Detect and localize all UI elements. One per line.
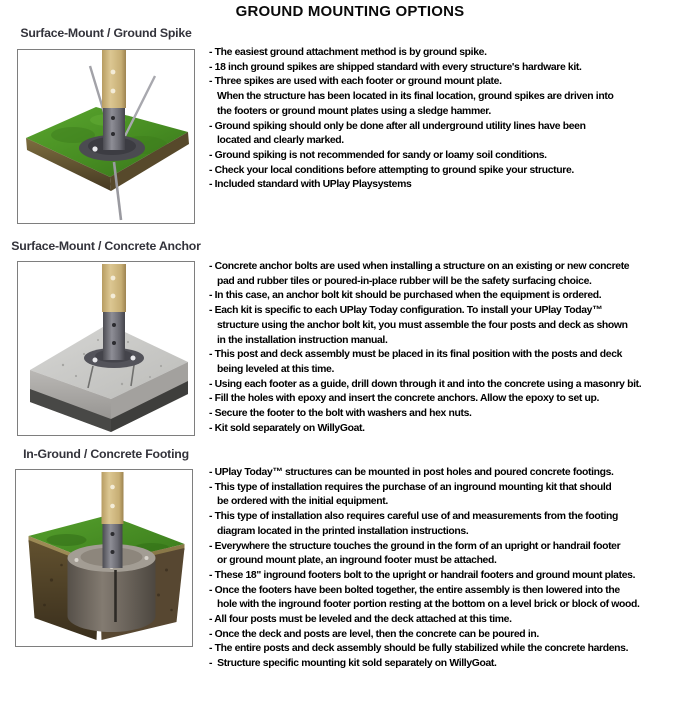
concrete-anchor-notes <box>209 260 641 436</box>
text-line: - All four posts must be leveled and the deck attached at this time. <box>209 614 512 626</box>
text-line: - These 18" inground footers bolt to the upright or handrail footers and ground mount plates. <box>209 569 636 581</box>
text-line: located and clearly marked. <box>217 135 344 147</box>
page-title: GROUND MOUNTING OPTIONS <box>235 3 465 20</box>
text-line: being leveled at this time. <box>217 363 335 375</box>
text-line: - Included standard with UPlay Playsystems <box>209 179 412 191</box>
text-line: - The easiest ground attachment method is by ground spike. <box>209 47 487 58</box>
text-line: - Each kit is specific to each UPlay Today configuration. To install your UPlay Today™ <box>209 305 603 317</box>
text-line: - Ground spiking is not recommended for sandy or loamy soil conditions. <box>209 149 547 161</box>
text-line: - Three spikes are used with each footer or ground mount plate. <box>209 76 502 88</box>
text-line: - Fill the holes with epoxy and insert the concrete anchors. Allow the epoxy to set up. <box>209 393 600 405</box>
text-line: - Once the footers have been bolted together, the entire assembly is then lowered into the <box>209 584 620 596</box>
text-line: - This post and deck assembly must be placed in its final position with the posts and deck <box>209 349 623 361</box>
concrete-footing-image-frame <box>15 469 193 647</box>
concrete-anchor-image-frame <box>17 261 195 436</box>
concrete-anchor-illustration <box>18 262 194 435</box>
text-line: be ordered with the initial equipment. <box>217 496 388 508</box>
text-line: in the installation instruction manual. <box>217 334 388 346</box>
text-line: - Ground spiking should only be done after all underground utility lines have been <box>209 120 586 132</box>
text-line: - In this case, an anchor bolt kit should be purchased when the equipment is ordered. <box>209 290 602 302</box>
text-line: - The entire posts and deck assembly should be fully stabilized while the concrete hardens. <box>209 643 629 655</box>
text-line: structure using the anchor bolt kit, you must assemble the four posts and deck as shown <box>217 319 628 331</box>
text-line: the footers or ground mount plates using a sledge hammer. <box>217 105 491 117</box>
text-line: or ground mount plate, an inground footer must be attached. <box>217 555 497 567</box>
text-line: - Concrete anchor bolts are used when installing a structure on an existing or new concrete <box>209 261 630 272</box>
text-line: - Check your local conditions before attempting to ground spike your structure. <box>209 164 574 176</box>
text-line: - Using each footer as a guide, drill down through it and into the concrete using a masonry bit. <box>209 378 642 390</box>
text-line: - This type of installation requires the purchase of an inground mounting kit that should <box>209 481 612 493</box>
ground-spike-image-frame <box>17 49 195 224</box>
text-line: - This type of installation also requires careful use of and measurements from the footing <box>209 511 619 523</box>
ground-spike-illustration <box>18 50 194 223</box>
text-line: pad and rubber tiles or poured-in-place rubber will be the safety surfacing choice. <box>217 275 592 287</box>
text-line: - UPlay Today™ structures can be mounted in post holes and poured concrete footings. <box>209 467 614 478</box>
section-heading-ground-spike: Surface-Mount / Ground Spike <box>20 26 192 40</box>
text-line: - Structure specific mounting kit sold separately on WillyGoat. <box>209 658 497 670</box>
text-line: When the structure has been located in its final location, ground spikes are driven into <box>217 91 614 103</box>
text-line: - Once the deck and posts are level, then the concrete can be poured in. <box>209 628 539 640</box>
text-line: - Secure the footer to the bolt with washers and hex nuts. <box>209 408 472 420</box>
text-line: - Kit sold separately on WillyGoat. <box>209 422 365 434</box>
text-line: hole with the inground footer portion resting at the bottom on a level brick or block of wood. <box>217 599 640 611</box>
concrete-footing-illustration <box>16 470 192 646</box>
section-heading-concrete-footing: In-Ground / Concrete Footing <box>23 447 189 461</box>
text-line: diagram located in the printed installation instructions. <box>217 525 469 537</box>
section-heading-concrete-anchor: Surface-Mount / Concrete Anchor <box>11 239 201 253</box>
concrete-footing-notes <box>209 466 640 672</box>
text-line: - Everywhere the structure touches the ground in the form of an upright or handrail footer <box>209 540 621 552</box>
ground-spike-notes <box>209 46 613 193</box>
text-line: - 18 inch ground spikes are shipped standard with every structure's hardware kit. <box>209 61 582 73</box>
